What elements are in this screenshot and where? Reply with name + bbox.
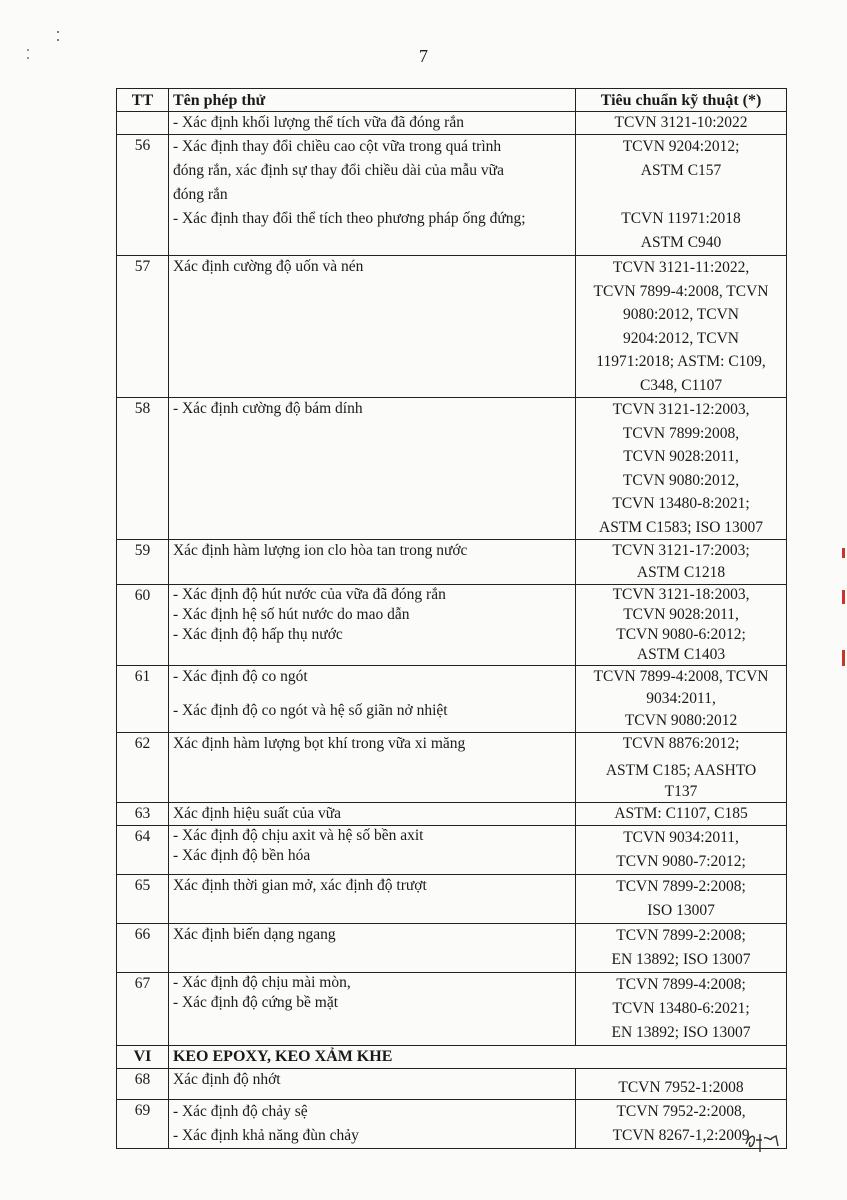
test-name (168, 666, 575, 733)
test-name (168, 826, 575, 875)
standard-line: TCVN 8876:2012; (622, 735, 740, 752)
edge-stamp-mark (842, 650, 845, 666)
test-line: - Xác định thay đổi thể tích theo phương pháp ống đứng; (172, 210, 526, 227)
row-number: 58 (117, 398, 169, 540)
row-number: 64 (117, 826, 169, 875)
standard-line: ASTM C940 (640, 234, 722, 251)
test-line: - Xác định hệ số hút nước do mao dẫn (172, 606, 410, 623)
table-row (117, 803, 787, 826)
row-number: 62 (117, 733, 169, 803)
standard (576, 256, 787, 398)
standard-line: TCVN 7899-4:2008; (616, 976, 746, 993)
table-row (117, 398, 787, 540)
table-row (117, 875, 787, 924)
row-number: 59 (117, 540, 169, 585)
row-number: 57 (117, 256, 169, 398)
test-line: Xác định biến dạng ngang (172, 926, 336, 943)
standard-line: TCVN 11971:2018 (621, 210, 741, 227)
test-name (168, 540, 575, 585)
test-standards-table (116, 88, 787, 1149)
header-tt: TT (117, 89, 169, 112)
test-line: - Xác định độ hấp thụ nước (172, 626, 343, 643)
standard-line: TCVN 7899-4:2008, TCVN (593, 282, 769, 300)
table-row (117, 112, 787, 135)
test-line: Xác định độ nhớt (172, 1071, 281, 1088)
test-line: - Xác định độ chảy sệ (172, 1103, 308, 1120)
standard-line: TCVN 3121-11:2022, (612, 259, 750, 276)
standard-line: TCVN 3121-18:2003, (612, 586, 750, 603)
standard-line: TCVN 7899-2:2008; (616, 878, 746, 895)
standard-line: TCVN 13480-6:2021; (612, 1000, 750, 1017)
test-line: Xác định hiệu suất của vữa (172, 805, 342, 822)
standard-line: EN 13892; ISO 13007 (611, 1024, 751, 1041)
standard-line: TCVN 9080-6:2012; (616, 626, 746, 643)
standard-line: TCVN 7899-2:2008; (616, 927, 746, 944)
row-number: 63 (117, 803, 169, 826)
test-line: - Xác định độ chịu mài mòn, (172, 974, 351, 991)
standard-line: ASTM C1218 (636, 564, 726, 581)
test-line: Xác định cường độ uốn và nén (172, 258, 364, 275)
standard (576, 924, 787, 973)
test-line: - Xác định cường độ bám dính (172, 400, 363, 417)
test-line: - Xác định độ co ngót và hệ số giãn nở nhiệt (172, 702, 448, 719)
standard (576, 733, 787, 803)
standard (576, 540, 787, 585)
table-row (117, 973, 787, 1046)
standard-line: TCVN 3121-17:2003; (612, 542, 750, 559)
section-row (117, 1046, 787, 1069)
standard-line: TCVN 9204:2012; (622, 138, 740, 155)
test-name (168, 585, 575, 666)
standard-line: ISO 13007 (647, 902, 715, 919)
standard-line: TCVN 7952-1:2008 (618, 1079, 744, 1096)
test-line: Xác định hàm lượng bọt khí trong vữa xi măng (172, 735, 466, 752)
table-row (117, 256, 787, 398)
standard (576, 803, 787, 826)
standard-line: ASTM C1583; ISO 13007 (599, 518, 764, 536)
standard (576, 666, 787, 733)
table-row (117, 135, 787, 256)
test-name (168, 973, 575, 1046)
standard-line: TCVN 9028:2011, (623, 448, 739, 465)
row-number: 66 (117, 924, 169, 973)
test-name (168, 398, 575, 540)
table-row (117, 1069, 787, 1100)
standard-line: C348, C1107 (639, 376, 723, 394)
standard (576, 398, 787, 540)
row-number: 67 (117, 973, 169, 1046)
standard-line: TCVN 9028:2011, (623, 606, 739, 623)
standard-line: T137 (664, 783, 698, 800)
standard-line: TCVN 9080:2012 (624, 712, 738, 729)
header-standard: Tiêu chuẩn kỹ thuật (*) (576, 89, 787, 112)
test-line: - Xác định độ hút nước của vữa đã đóng rắn (172, 586, 446, 603)
standard-line: ASTM C157 (640, 162, 722, 179)
standard-line: ASTM C1403 (636, 646, 726, 663)
standard-line: TCVN 7899-4:2008, TCVN (593, 668, 769, 685)
test-name (168, 1069, 575, 1100)
section-title: KEO EPOXY, KEO XẢM KHE (168, 1046, 786, 1069)
row-number: 65 (117, 875, 169, 924)
test-line: Xác định thời gian mở, xác định độ trượt (172, 877, 427, 894)
table-row (117, 540, 787, 585)
row-number: 56 (117, 135, 169, 256)
standard-line: ASTM: C1107, C185 (614, 805, 748, 822)
test-line: - Xác định khối lượng thể tích vữa đã đóng rắn (172, 114, 464, 131)
standard-line: 9080:2012, TCVN (623, 306, 740, 323)
table-row (117, 733, 787, 803)
standard-line: TCVN 8267-1,2:2009 (612, 1127, 750, 1144)
test-line: - Xác định thay đổi chiều cao cột vữa trong quá trình đóng rắn, xác định sự thay đổi chiều dài của mẫu vữa đóng rắn (172, 138, 504, 203)
test-line: - Xác định khả năng đùn chảy (172, 1127, 359, 1144)
standard-line: TCVN 13480-8:2021; (612, 495, 750, 512)
standard-line: 9204:2012, TCVN (623, 329, 740, 347)
row-number: 68 (117, 1069, 169, 1100)
standard-line: TCVN 7899:2008, (622, 424, 740, 442)
standard (576, 875, 787, 924)
standard-line: EN 13892; ISO 13007 (611, 951, 751, 968)
edge-stamp-mark (842, 590, 845, 604)
standard (576, 1069, 787, 1100)
test-line: - Xác định độ bền hóa (172, 847, 311, 864)
row-number: 69 (117, 1100, 169, 1149)
page-number: 7 (419, 46, 428, 66)
test-line: Xác định hàm lượng ion clo hòa tan trong nước (172, 542, 468, 559)
table-row (117, 666, 787, 733)
standard (576, 973, 787, 1046)
test-name (168, 924, 575, 973)
row-number: 61 (117, 666, 169, 733)
standard (576, 135, 787, 256)
standard (576, 585, 787, 666)
standard (576, 826, 787, 875)
test-name (168, 112, 575, 135)
table-header-row (117, 89, 787, 112)
table-row (117, 1100, 787, 1149)
standard-line: TCVN 3121-10:2022 (614, 114, 748, 131)
test-name (168, 1100, 575, 1149)
row-number (117, 112, 169, 135)
standard-line: ASTM C185; AASHTO (605, 762, 757, 779)
table-row (117, 924, 787, 973)
test-line: - Xác định độ cứng bề mặt (172, 994, 339, 1011)
test-name (168, 875, 575, 924)
test-name (168, 135, 575, 256)
handwritten-signature (742, 1128, 786, 1156)
standard-line: TCVN 9080:2012, (622, 471, 740, 489)
scan-speckle (24, 24, 64, 64)
edge-stamp-mark (842, 548, 845, 558)
test-line: - Xác định độ chịu axit và hệ số bền axit (172, 827, 424, 844)
standard-line: TCVN 9034:2011, (623, 829, 739, 846)
standard-line: TCVN 9080-7:2012; (616, 853, 746, 870)
test-line: - Xác định độ co ngót (172, 668, 308, 685)
test-name (168, 803, 575, 826)
standard (576, 112, 787, 135)
table-row (117, 826, 787, 875)
standard-line: TCVN 3121-12:2003, (612, 401, 750, 418)
header-test-name: Tên phép thử (168, 89, 575, 112)
test-name (168, 256, 575, 398)
standard-line: 11971:2018; ASTM: C109, (596, 353, 766, 370)
table-row (117, 585, 787, 666)
row-number: 60 (117, 585, 169, 666)
test-name (168, 733, 575, 803)
standard-line: 9034:2011, (646, 690, 716, 707)
section-number: VI (117, 1046, 169, 1069)
standard-line: TCVN 7952-2:2008, (616, 1103, 746, 1120)
